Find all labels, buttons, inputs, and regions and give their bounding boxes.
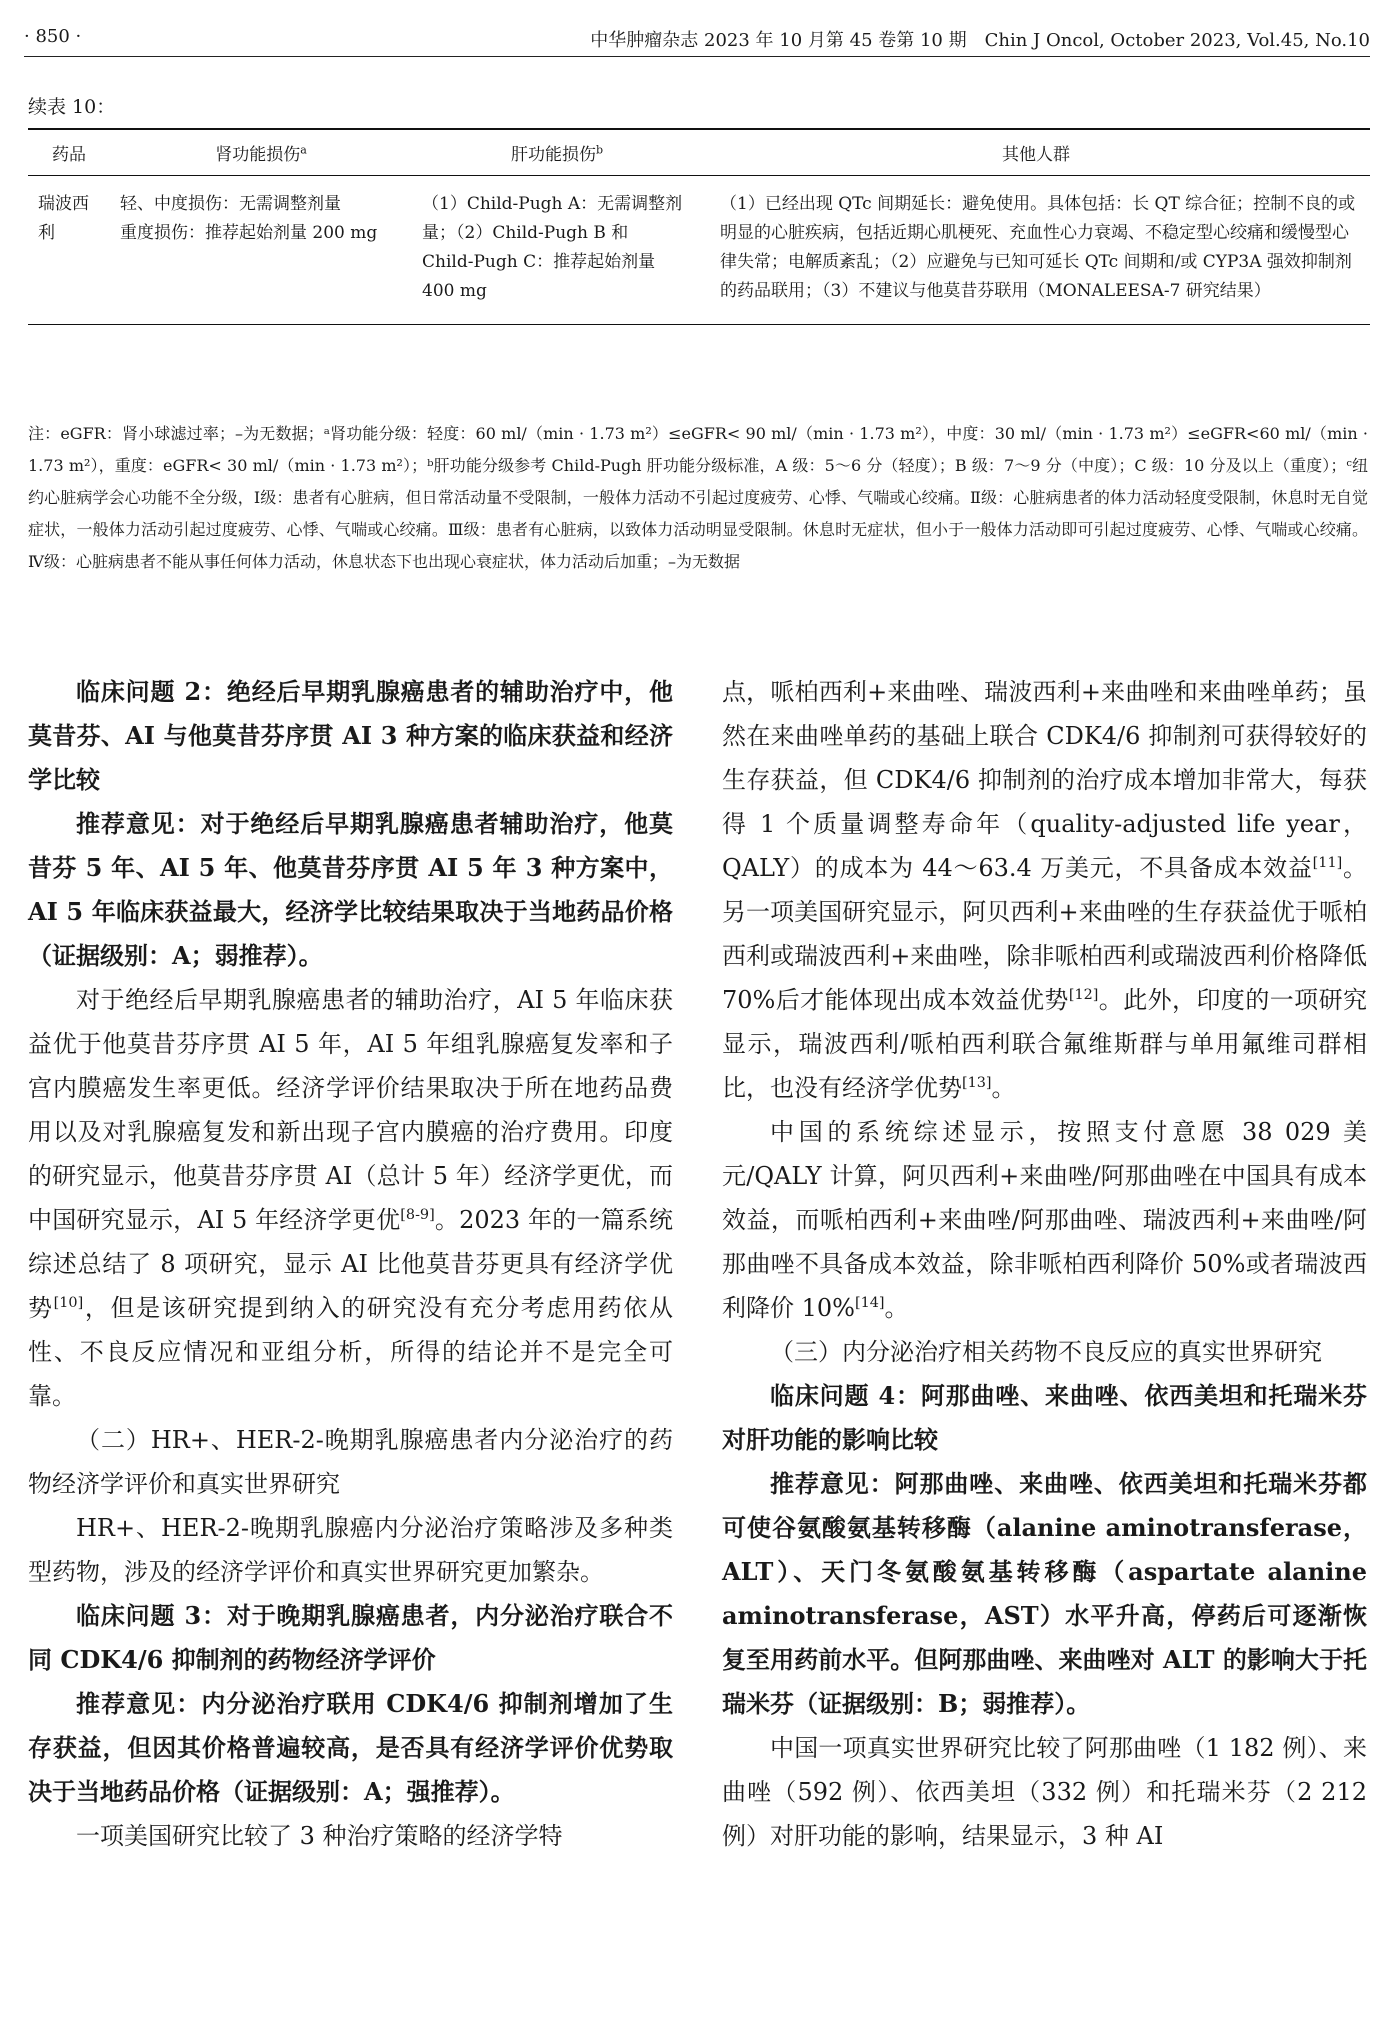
- header-rule: [24, 56, 1370, 57]
- body-paragraph: 中国的系统综述显示，按照支付意愿 38 029 美元/QALY 计算，阿贝西利+来曲唑/阿那曲唑在中国具有成本效益，而哌柏西利+来曲唑/阿那曲唑、瑞波西利+来曲唑/阿那曲唑不具备成本效益，除非哌柏西利降价 50%或者瑞波西利降价 10%[14]。: [722, 1118, 1367, 1322]
- body-paragraph: 对于绝经后早期乳腺癌患者的辅助治疗，AI 5 年临床获益优于他莫昔芬序贯 AI 5 年，AI 5 年组乳腺癌复发率和子宫内膜癌发生率更低。经济学评价结果取决于所在地药品费用以及对乳腺癌复发和新出现子宫内膜癌的治疗费用。印度的研究显示，他莫昔芬序贯 AI（总计 5 年）经济学更优，而中国研究显示，AI 5 年经济学更优[8-9]。2023 年的一篇系统综述总结了 8 项研究，显示 AI 比他莫昔芬更具有经济学优势[10]，但是该研究提到纳入的研究没有充分考虑用药依从性、不良反应情况和亚组分析，所得的结论并不是完全可靠。: [28, 986, 674, 1410]
- recommendation-2: 推荐意见：对于绝经后早期乳腺癌患者辅助治疗，他莫昔芬 5 年、AI 5 年、他莫昔芬序贯 AI 5 年 3 种方案中，AI 5 年临床获益最大，经济学比较结果取决于当地药品价格（证据级别：A；弱推荐）。: [28, 809, 673, 970]
- col-header-renal: 肾功能损伤$^a$: [110, 129, 412, 176]
- recommendation-4: 推荐意见：阿那曲唑、来曲唑、依西美坦和托瑞米芬都可使谷氨酸氨基转移酶（alanine aminotransferase，ALT）、天门冬氨酸氨基转移酶（aspartate alanine aminotransferase，AST）水平升高，停药后可逐渐恢复至用药前水平。但阿那曲唑、来曲唑对 ALT 的影响大于托瑞米芬（证据级别：B；弱推荐）。: [722, 1469, 1367, 1718]
- table-header-row: [28, 129, 1370, 176]
- body-paragraph: 一项美国研究比较了 3 种治疗策略的经济学特: [76, 1822, 563, 1850]
- table-note: 注：eGFR：肾小球滤过率；–为无数据；ᵃ肾功能分级：轻度：60 ml/（min · 1.73 m²）≤eGFR< 90 ml/（min · 1.73 m²），中度：30 ml/（min · 1.73 m²）≤eGFR<60 ml/（min · 1.73 m²），重度：eGFR< 30 ml/（min · 1.73 m²）；ᵇ肝功能分级参考 Child-Pugh 肝功能分级标准，A 级：5～6 分（轻度）；B 级：7～9 分（中度）；C 级：10 分及以上（重度）；ᶜ纽约心脏病学会心功能不全分级，Ⅰ级：患者有心脏病，但日常活动量不受限制，一般体力活动不引起过度疲劳、心悸、气喘或心绞痛。Ⅱ级：心脏病患者的体力活动轻度受限制，休息时无自觉症状，一般体力活动引起过度疲劳、心悸、气喘或心绞痛。Ⅲ级：患者有心脏病，以致体力活动明显受限制。休息时无症状，但小于一般体力活动即可引起过度疲劳、心悸、气喘或心绞痛。Ⅳ级：心脏病患者不能从事任何体力活动，休息状态下也出现心衰症状，体力活动后加重；–为无数据: [28, 424, 1368, 571]
- clinical-question-3: 临床问题 3：对于晚期乳腺癌患者，内分泌治疗联合不同 CDK4/6 抑制剂的药物经济学评价: [28, 1601, 673, 1674]
- citation: [11]: [1312, 855, 1343, 871]
- cell-hepatic: （1）Child-Pugh A：无需调整剂量；（2）Child-Pugh B 和 Child-Pugh C：推荐起始剂量 400 mg: [412, 176, 702, 325]
- citation: [12]: [1068, 987, 1099, 1003]
- citation: [8-9]: [400, 1207, 435, 1223]
- col-header-hepatic: 肝功能损伤$^b$: [412, 129, 702, 176]
- citation: [14]: [854, 1295, 885, 1311]
- running-header: [24, 20, 1370, 50]
- table-row: [28, 176, 1370, 325]
- left-column: [28, 670, 673, 1858]
- renal-line: 重度损伤：推荐起始剂量 200 mg: [120, 223, 378, 243]
- cell-renal: [110, 176, 412, 325]
- cell-drug: 瑞波西利: [28, 176, 110, 325]
- col-header-other: 其他人群: [702, 129, 1370, 176]
- right-column: [722, 670, 1367, 1858]
- body-paragraph: HR+、HER-2-晚期乳腺癌内分泌治疗策略涉及多种类型药物，涉及的经济学评价和真实世界研究更加繁杂。: [28, 1514, 673, 1586]
- renal-line: 轻、中度损伤：无需调整剂量: [120, 194, 341, 214]
- clinical-question-4: 临床问题 4：阿那曲唑、来曲唑、依西美坦和托瑞米芬对肝功能的影响比较: [722, 1381, 1367, 1454]
- section-heading-2: （二）HR+、HER-2-晚期乳腺癌患者内分泌治疗的药物经济学评价和真实世界研究: [28, 1426, 673, 1498]
- body-paragraph: 点，哌柏西利+来曲唑、瑞波西利+来曲唑和来曲唑单药；虽然在来曲唑单药的基础上联合 CDK4/6 抑制剂可获得较好的生存获益，但 CDK4/6 抑制剂的治疗成本增加非常大，每获得 1 个质量调整寿命年（quality-adjusted life year，QALY）的成本为 44～63.4 万美元，不具备成本效益[11]。另一项美国研究显示，阿贝西利+来曲唑的生存获益优于哌柏西利或瑞波西利+来曲唑，除非哌柏西利或瑞波西利价格降低 70%后才能体现出成本效益优势[12]。此外，印度的一项研究显示，瑞波西利/哌柏西利联合氟维斯群与单用氟维司群相比，也没有经济学优势[13]。: [722, 678, 1368, 1102]
- table-continuation-label: 续表 10：: [28, 96, 116, 118]
- citation: [10]: [53, 1295, 84, 1311]
- citation: [13]: [962, 1075, 992, 1091]
- drug-table: [28, 128, 1370, 325]
- col-header-drug: 药品: [28, 129, 110, 176]
- journal-citation: 中华肿瘤杂志 2023 年 10 月第 45 卷第 10 期 Chin J Oncol, October 2023, Vol.45, No.10: [590, 30, 1370, 51]
- recommendation-3: 推荐意见：内分泌治疗联用 CDK4/6 抑制剂增加了生存获益，但因其价格普遍较高，是否具有经济学评价优势取决于当地药品价格（证据级别：A；强推荐）。: [28, 1689, 673, 1806]
- section-heading-3: （三）内分泌治疗相关药物不良反应的真实世界研究: [770, 1338, 1322, 1366]
- page-number: · 850 ·: [24, 26, 82, 47]
- body-paragraph: 中国一项真实世界研究比较了阿那曲唑（1 182 例）、来曲唑（592 例）、依西美坦（332 例）和托瑞米芬（2 212 例）对肝功能的影响，结果显示，3 种 AI: [722, 1734, 1367, 1850]
- cell-other: （1）已经出现 QTc 间期延长：避免使用。具体包括：长 QT 综合征；控制不良的或明显的心脏疾病，包括近期心肌梗死、充血性心力衰竭、不稳定型心绞痛和缓慢型心律失常；电解质紊乱；（2）应避免与已知可延长 QTc 间期和/或 CYP3A 强效抑制剂的药品联用；（3）不建议与他莫昔芬联用（MONALEESA-7 研究结果）: [702, 176, 1370, 325]
- clinical-question-2: 临床问题 2：绝经后早期乳腺癌患者的辅助治疗中，他莫昔芬、AI 与他莫昔芬序贯 AI 3 种方案的临床获益和经济学比较: [28, 677, 673, 794]
